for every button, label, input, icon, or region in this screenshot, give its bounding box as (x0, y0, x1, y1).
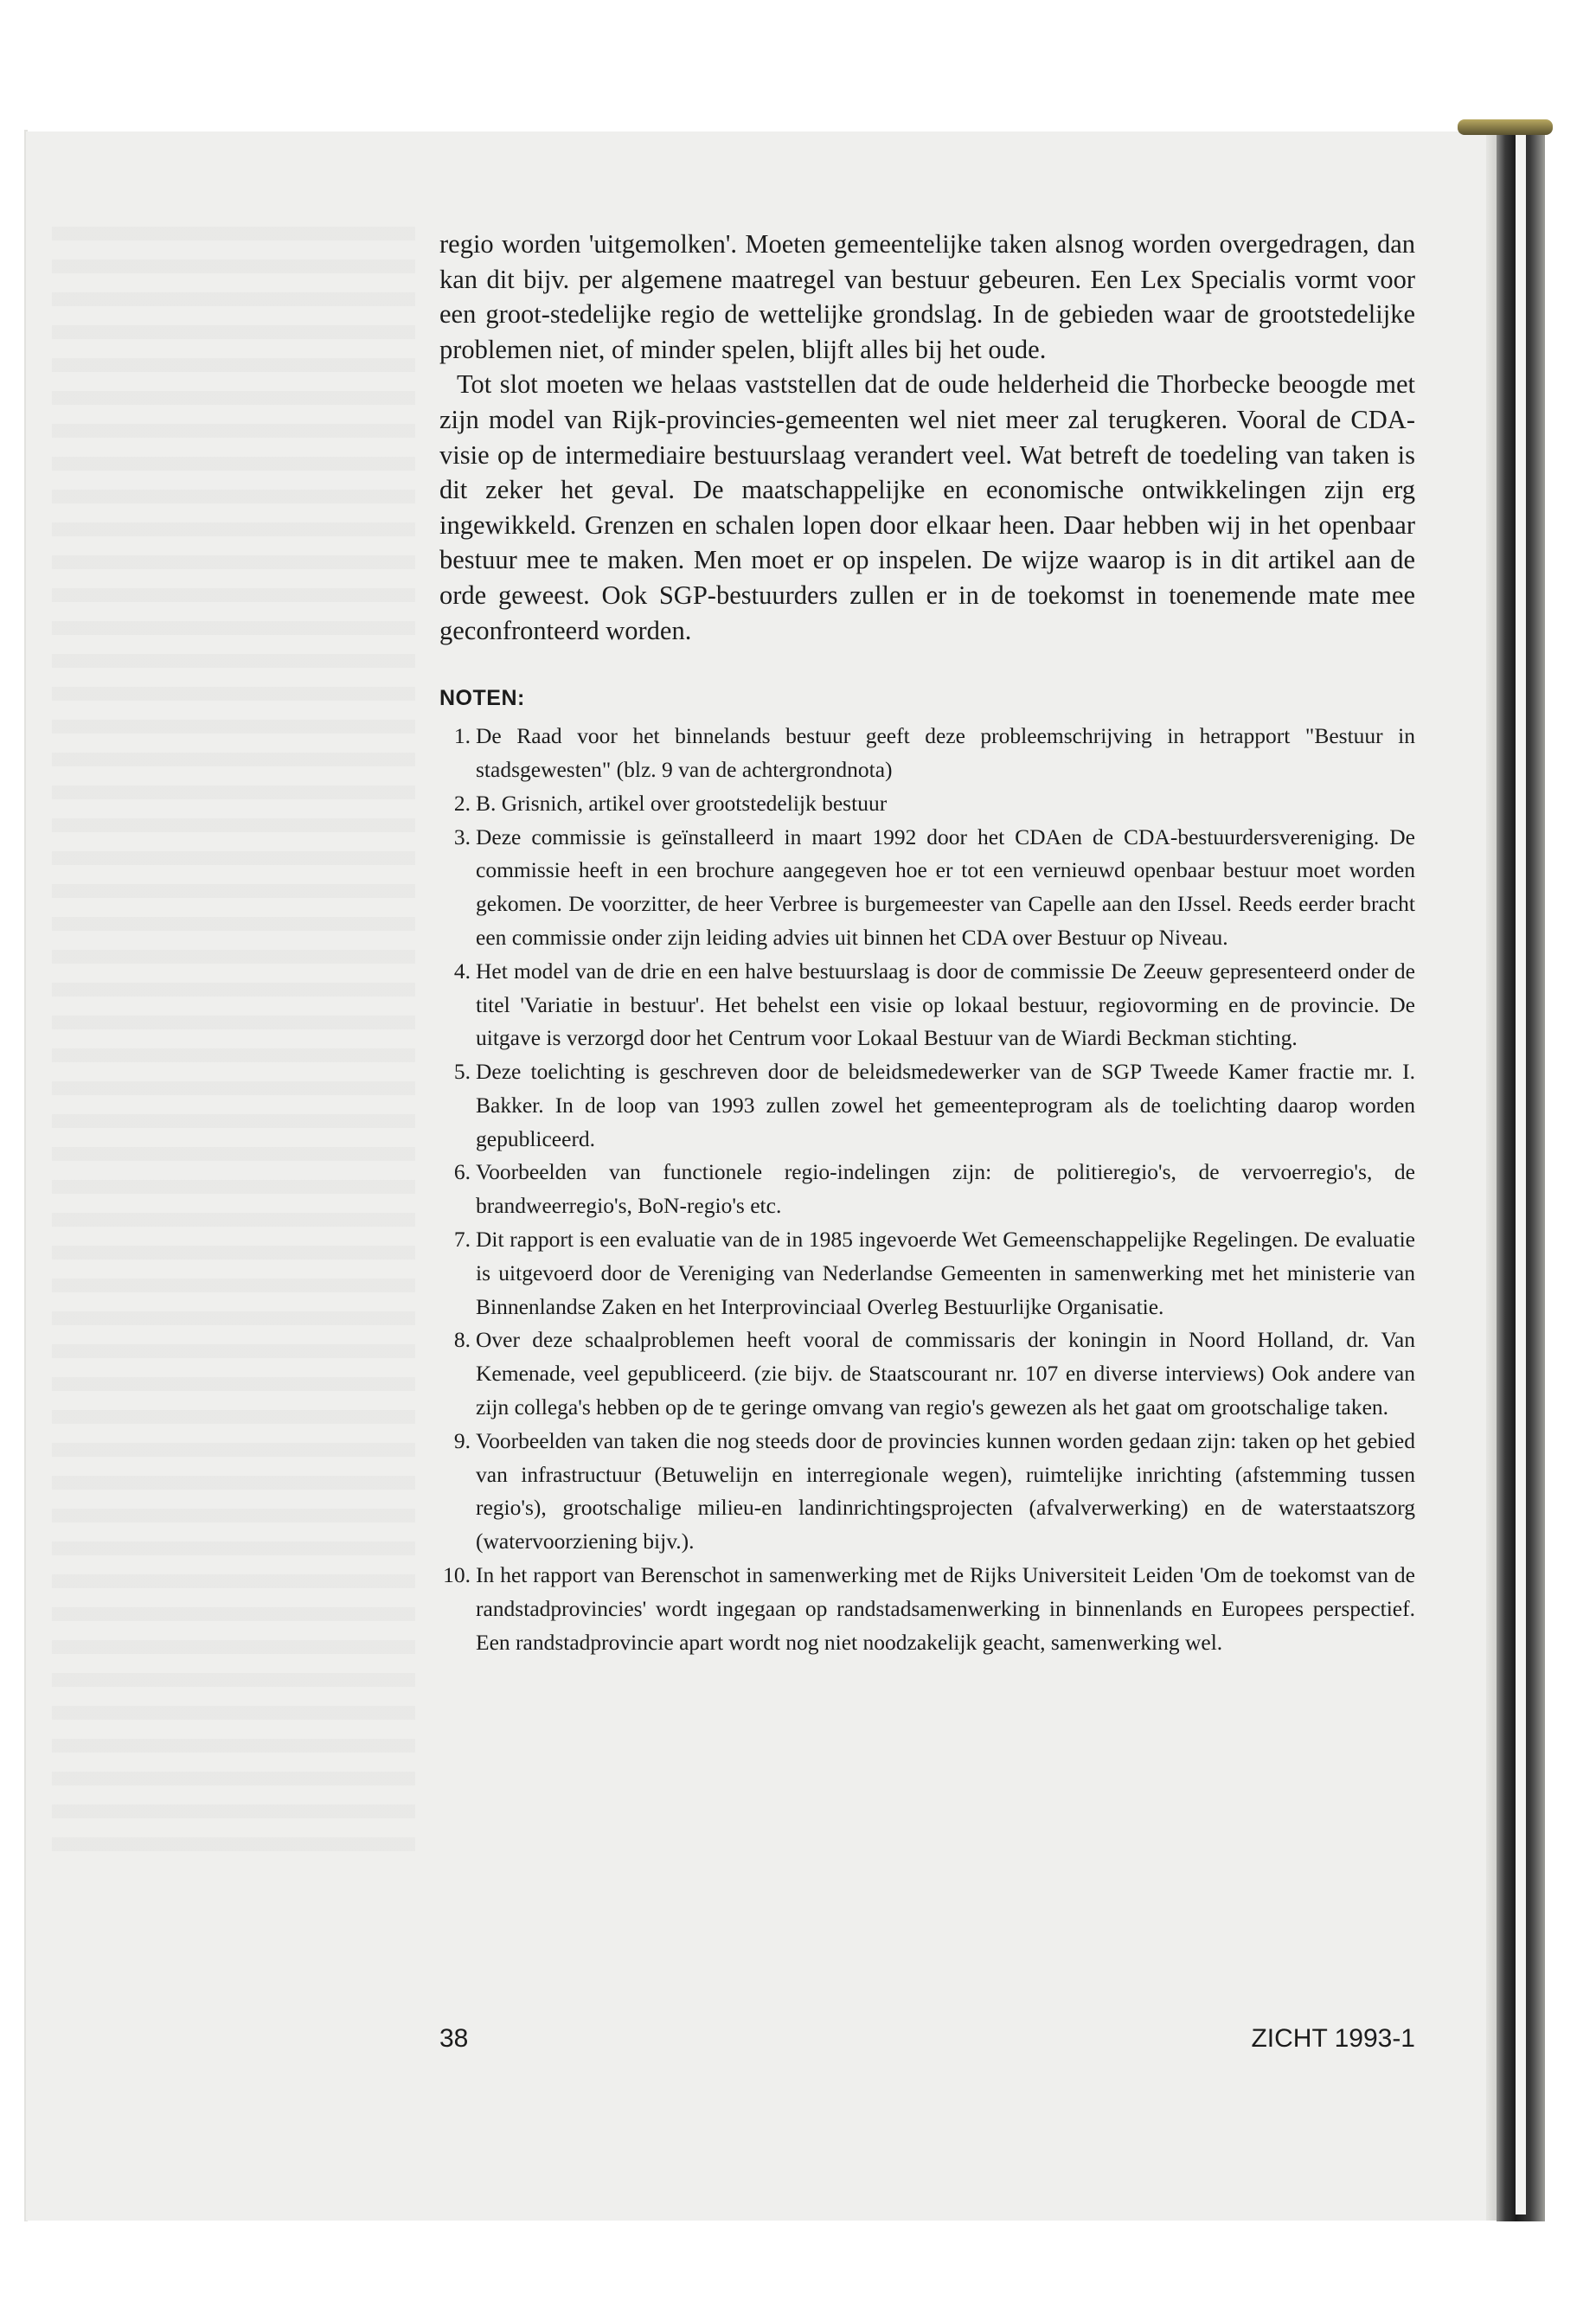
note-number: 2. (453, 790, 471, 816)
note-text: Over deze schaalproblemen heeft vooral de commissaris der koningin in Noord Holland, dr. Van Kemenade, veel gepubliceerd. (zie bijv. de Staatscourant nr. 107 en diverse interviews) Ook andere van zijn collega's hebben op de te geringe omvang van regio's gewezen als het gaat om grootschalige taken. (476, 1327, 1415, 1420)
note-text: B. Grisnich, artikel over grootstedelijk bestuur (476, 790, 888, 816)
note-item (439, 1425, 1415, 1559)
note-item (439, 787, 1415, 821)
article-content (439, 227, 1415, 1659)
note-number: 10. (443, 1562, 471, 1588)
note-item (439, 1223, 1415, 1324)
note-text: Voorbeelden van taken die nog steeds door de provincies kunnen worden gedaan zijn: taken op het gebied van infrastructuur (Betuwelijn en interregionale wegen), ruimtelijke inrichting (afstemming tussen regio's), grootschalige milieu-en landinrichtingsprojecten (afvalverwerking) en de waterstaatszorg (watervoorziening bijv.). (476, 1427, 1415, 1554)
note-item (439, 1055, 1415, 1156)
journal-title: ZICHT 1993-1 (1251, 2024, 1415, 2053)
binder-spine-highlight (1516, 134, 1526, 2214)
note-item (439, 720, 1415, 787)
note-number: 4. (453, 958, 471, 984)
note-number: 9. (453, 1427, 471, 1453)
note-item (439, 821, 1415, 955)
note-text: In het rapport van Berenschot in samenwerking met de Rijks Universiteit Leiden 'Om de toekomst van de randstadprovincies' wordt ingegaan op randstadsamenwerking in binnenlands en Europees perspectief. Een randstadprovincie apart wordt nog niet noodzakelijk geacht, samenwerking wel. (476, 1562, 1415, 1655)
note-text: Deze commissie is geïnstalleerd in maart 1992 door het CDAen de CDA-bestuurdersvereniging. De commissie heeft in een brochure aangegeven hoe er tot een vernieuwd openbaar bestuur moet worden gekomen. De voorzitter, de heer Verbree is burgemeester van Capelle aan den IJssel. Reeds eerder bracht een commissie onder zijn leiding advies uit binnen het CDA over Bestuur op Niveau. (476, 824, 1415, 950)
binder-clip (1458, 119, 1553, 135)
note-number: 6. (453, 1159, 471, 1185)
page-number: 38 (439, 2024, 469, 2053)
page-edge (1486, 131, 1497, 2221)
note-number: 5. (453, 1059, 471, 1085)
body-paragraph: regio worden 'uitgemolken'. Moeten gemeentelijke taken alsnog worden overgedragen, dan kan dit bijv. per algemene maatregel van bestuur gebeuren. Een Lex Specialis vormt voor een groot-stedelijke regio de wettelijke grondslag. In de gebieden waar de grootstedelijke problemen niet, of minder spelen, blijft alles bij het oude. (439, 229, 1415, 364)
note-number: 1. (453, 723, 471, 749)
note-number: 7. (453, 1227, 471, 1253)
show-through-text (52, 208, 415, 1851)
note-text: Dit rapport is een evaluatie van de in 1985 ingevoerde Wet Gemeenschappelijke Regelingen. De evaluatie is uitgevoerd door de Vereniging van Nederlandse Gemeenten in samenwerking met het ministerie van Binnenlandse Zaken en het Interprovinciaal Overleg Bestuurlijke Organisatie. (476, 1227, 1415, 1319)
note-item (439, 1324, 1415, 1424)
note-item (439, 955, 1415, 1055)
note-number: 8. (453, 1327, 471, 1353)
note-text: Deze toelichting is geschreven door de beleidsmedewerker van de SGP Tweede Kamer fractie mr. I. Bakker. In de loop van 1993 zullen zowel het gemeenteprogram als de toelichting daarop worden gepubliceerd. (476, 1059, 1415, 1151)
note-number: 3. (453, 824, 471, 849)
notes-list (439, 720, 1415, 1659)
note-item (439, 1559, 1415, 1659)
notes-heading: NOTEN: (439, 686, 525, 711)
note-text: Het model van de drie en een halve bestuurslaag is door de commissie De Zeeuw gepresenteerd onder de titel 'Variatie in bestuur'. Het behelst een visie op lokaal bestuur, regiovorming en de provincie. De uitgave is verzorgd door het Centrum voor Lokaal Bestuur van de Wiardi Beckman stichting. (476, 958, 1415, 1051)
note-text: Voorbeelden van functionele regio-indelingen zijn: de politieregio's, de vervoerregio's, de brandweerregio's, BoN-regio's etc. (476, 1159, 1415, 1219)
note-text: De Raad voor het binnelands bestuur geeft deze probleemschrijving in hetrapport "Bestuur in stadsgewesten" (blz. 9 van de achtergrondnota) (476, 723, 1415, 782)
note-item (439, 1156, 1415, 1223)
body-paragraph: Tot slot moeten we helaas vaststellen dat de oude helderheid die Thorbecke beoogde met zijn model van Rijk-provincies-gemeenten wel niet meer zal terugkeren. Vooral de CDA-visie op de intermediaire bestuurslaag verandert veel. Wat betreft de toedeling van taken is dit zeker het geval. De maatschappelijke en economische ontwikkelingen zijn erg ingewikkeld. Grenzen en schalen lopen door elkaar heen. Daar hebben wij in het openbaar bestuur mee te maken. Men moet er op inspelen. De wijze waarop is in dit artikel aan de orde geweest. Ook SGP-bestuurders zullen er in de toekomst in toenemende mate mee geconfronteerd worden. (439, 369, 1415, 645)
